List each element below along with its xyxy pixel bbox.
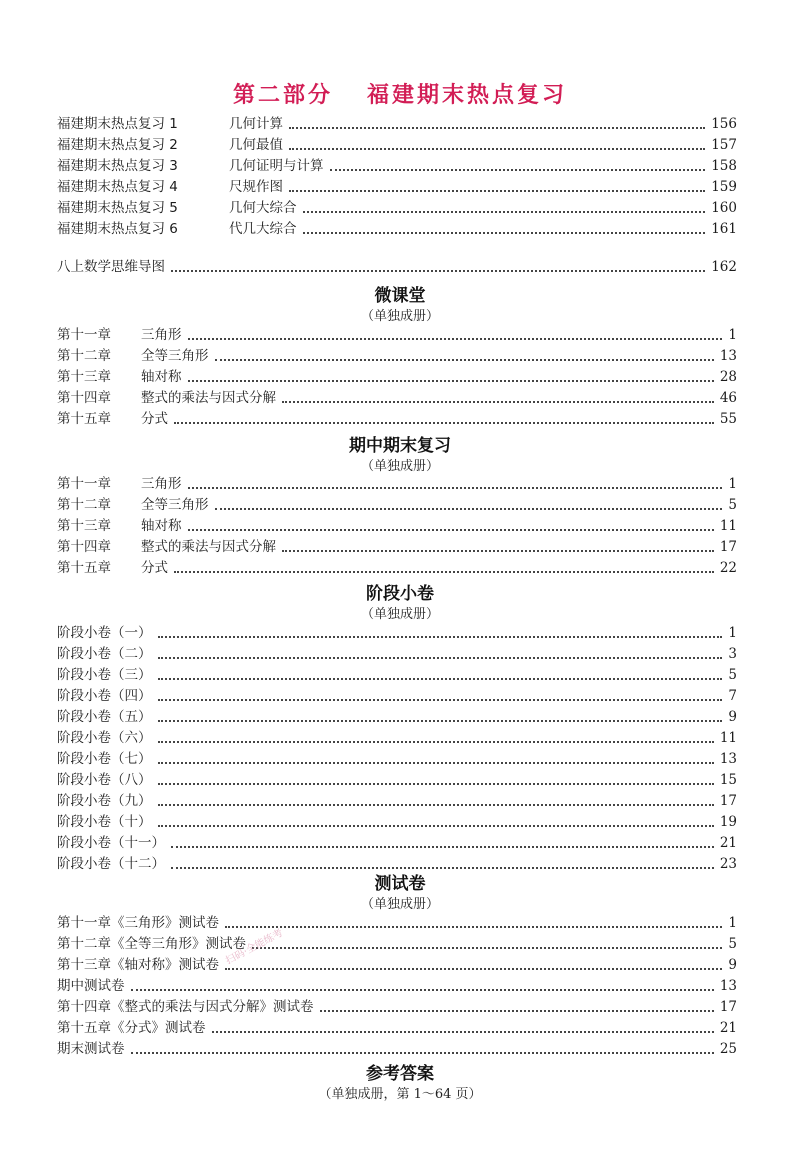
dot-leader xyxy=(171,270,705,272)
section-title-stage-quiz: 阶段小卷 xyxy=(366,584,434,604)
entry-topic: 全等三角形 xyxy=(141,348,209,364)
entry-topic: 几何大综合 xyxy=(229,200,297,216)
entry-series: 福建期末热点复习 2 xyxy=(57,137,178,153)
page-number: 17 xyxy=(719,539,737,555)
entry-series: 福建期末热点复习 5 xyxy=(57,200,178,216)
toc-entry[interactable] xyxy=(57,975,737,996)
toc-entry[interactable] xyxy=(57,155,737,176)
toc-entry[interactable] xyxy=(57,176,737,197)
entry-label: 阶段小卷（一） xyxy=(57,625,152,641)
toc-entry[interactable] xyxy=(57,197,737,218)
entry-chapter: 第十四章 xyxy=(57,539,111,555)
toc-entry[interactable] xyxy=(57,1038,737,1059)
dot-leader xyxy=(158,699,723,701)
section-subtitle: （单独成册） xyxy=(360,607,439,622)
entry-label: 阶段小卷（六） xyxy=(57,730,152,746)
page-number: 23 xyxy=(719,856,737,872)
toc-entry[interactable] xyxy=(57,473,737,494)
entry-chapter: 第十五章 xyxy=(57,411,111,427)
entry-label: 阶段小卷（九） xyxy=(57,793,152,809)
entry-topic: 整式的乘法与因式分解 xyxy=(141,390,276,406)
section-subtitle: （单独成册，第 1～64 页） xyxy=(318,1087,482,1102)
dot-leader xyxy=(158,720,723,722)
dot-leader xyxy=(188,487,723,489)
dot-leader xyxy=(171,846,714,848)
page-number: 1 xyxy=(728,915,737,931)
page-number: 159 xyxy=(711,179,737,195)
dot-leader xyxy=(282,401,714,403)
entry-label: 阶段小卷（四） xyxy=(57,688,152,704)
page-number: 162 xyxy=(711,259,737,275)
toc-entry[interactable] xyxy=(57,345,737,366)
page-number: 9 xyxy=(728,957,737,973)
page-number: 19 xyxy=(719,814,737,830)
toc-entry[interactable] xyxy=(57,218,737,239)
entry-topic: 几何计算 xyxy=(229,116,283,132)
toc-entry[interactable] xyxy=(57,494,737,515)
toc-entry[interactable] xyxy=(57,515,737,536)
toc-entry[interactable] xyxy=(57,134,737,155)
toc-entry[interactable] xyxy=(57,706,737,727)
dot-leader xyxy=(158,825,714,827)
entry-chapter: 第十一章 xyxy=(57,327,111,343)
page-number: 3 xyxy=(728,646,737,662)
toc-entry[interactable] xyxy=(57,748,737,769)
toc-entry[interactable] xyxy=(57,622,737,643)
toc-entry[interactable] xyxy=(57,664,737,685)
toc-entry[interactable] xyxy=(57,113,737,134)
entry-label: 期末测试卷 xyxy=(57,1041,125,1057)
page-number: 55 xyxy=(719,411,737,427)
toc-entry[interactable] xyxy=(57,790,737,811)
dot-leader xyxy=(174,571,714,573)
dot-leader xyxy=(212,1031,714,1033)
page-number: 22 xyxy=(719,560,737,576)
entry-chapter: 第十一章 xyxy=(57,476,111,492)
entry-topic: 分式 xyxy=(141,411,168,427)
entry-label: 八上数学思维导图 xyxy=(57,259,165,275)
page-number: 28 xyxy=(719,369,737,385)
section-title-answers: 参考答案 xyxy=(366,1064,434,1084)
page-number: 11 xyxy=(719,730,737,746)
page-number: 9 xyxy=(728,709,737,725)
entry-label: 第十一章《三角形》测试卷 xyxy=(57,915,219,931)
page-number: 13 xyxy=(719,348,737,364)
toc-entry[interactable] xyxy=(57,557,737,578)
page-number: 5 xyxy=(728,497,737,513)
dot-leader xyxy=(289,190,705,192)
entry-label: 第十二章《全等三角形》测试卷 xyxy=(57,936,246,952)
entry-label: 阶段小卷（五） xyxy=(57,709,152,725)
toc-entry[interactable] xyxy=(57,996,737,1017)
dot-leader xyxy=(282,550,714,552)
toc-entry[interactable] xyxy=(57,912,737,933)
dot-leader xyxy=(303,232,706,234)
page-number: 160 xyxy=(711,200,737,216)
dot-leader xyxy=(289,148,705,150)
entry-series: 福建期末热点复习 1 xyxy=(57,116,178,132)
page-number: 5 xyxy=(728,667,737,683)
toc-entry[interactable] xyxy=(57,811,737,832)
entry-label: 阶段小卷（八） xyxy=(57,772,152,788)
toc-entry[interactable] xyxy=(57,954,737,975)
dot-leader xyxy=(225,926,722,928)
dot-leader xyxy=(225,968,722,970)
section-title-midterm-final: 期中期末复习 xyxy=(349,436,451,456)
toc-entry[interactable] xyxy=(57,933,737,954)
entry-label: 第十四章《整式的乘法与因式分解》测试卷 xyxy=(57,999,314,1015)
page-number: 46 xyxy=(719,390,737,406)
page-number: 1 xyxy=(728,327,737,343)
entry-series: 福建期末热点复习 3 xyxy=(57,158,178,174)
page-number: 5 xyxy=(728,936,737,952)
page-number: 17 xyxy=(719,999,737,1015)
toc-entry[interactable] xyxy=(57,685,737,706)
page-number: 161 xyxy=(711,221,737,237)
entry-topic: 几何最值 xyxy=(229,137,283,153)
toc-entry[interactable] xyxy=(57,769,737,790)
entry-topic: 尺规作图 xyxy=(229,179,283,195)
entry-topic: 三角形 xyxy=(141,476,182,492)
entry-topic: 几何证明与计算 xyxy=(229,158,324,174)
page-number: 13 xyxy=(719,978,737,994)
toc-entry-mind-map[interactable] xyxy=(57,256,737,277)
entry-label: 阶段小卷（二） xyxy=(57,646,152,662)
page-number: 15 xyxy=(719,772,737,788)
dot-leader xyxy=(158,783,714,785)
page-number: 156 xyxy=(711,116,737,132)
dot-leader xyxy=(188,529,714,531)
dot-leader xyxy=(158,741,714,743)
entry-chapter: 第十五章 xyxy=(57,560,111,576)
entry-label: 阶段小卷（十一） xyxy=(57,835,165,851)
section-title-micro-class: 微课堂 xyxy=(374,286,426,306)
entry-topic: 轴对称 xyxy=(141,369,182,385)
part-name: 福建期末热点复习 xyxy=(367,82,568,108)
dot-leader xyxy=(252,947,722,949)
entry-topic: 轴对称 xyxy=(141,518,182,534)
entry-label: 阶段小卷（十二） xyxy=(57,856,165,872)
entry-series: 福建期末热点复习 4 xyxy=(57,179,178,195)
dot-leader xyxy=(158,804,714,806)
page-number: 13 xyxy=(719,751,737,767)
part-number: 第二部分 xyxy=(232,82,333,108)
toc-entry[interactable] xyxy=(57,536,737,557)
dot-leader xyxy=(188,380,714,382)
toc-entry[interactable] xyxy=(57,727,737,748)
entry-topic: 分式 xyxy=(141,560,168,576)
dot-leader xyxy=(215,359,714,361)
entry-chapter: 第十三章 xyxy=(57,369,111,385)
page-number: 1 xyxy=(728,476,737,492)
page-number: 7 xyxy=(728,688,737,704)
page-number: 17 xyxy=(719,793,737,809)
dot-leader xyxy=(158,678,723,680)
entry-label: 阶段小卷（十） xyxy=(57,814,152,830)
entry-topic: 代几大综合 xyxy=(229,221,297,237)
page-number: 11 xyxy=(719,518,737,534)
page-number: 157 xyxy=(711,137,737,153)
page-number: 21 xyxy=(719,835,737,851)
entry-topic: 三角形 xyxy=(141,327,182,343)
entry-label: 阶段小卷（三） xyxy=(57,667,152,683)
page-number: 1 xyxy=(728,625,737,641)
page-number: 25 xyxy=(719,1041,737,1057)
watermark: 扫码·全能练考 xyxy=(224,927,286,967)
dot-leader xyxy=(188,338,723,340)
dot-leader xyxy=(131,989,714,991)
dot-leader xyxy=(131,1052,714,1054)
dot-leader xyxy=(303,211,706,213)
page-number: 21 xyxy=(719,1020,737,1036)
entry-label: 第十五章《分式》测试卷 xyxy=(57,1020,206,1036)
entry-chapter: 第十二章 xyxy=(57,497,111,513)
toc-entry[interactable] xyxy=(57,387,737,408)
section-subtitle: （单独成册） xyxy=(360,897,439,912)
part-title xyxy=(0,78,800,109)
dot-leader xyxy=(215,508,723,510)
entry-chapter: 第十三章 xyxy=(57,518,111,534)
entry-chapter: 第十二章 xyxy=(57,348,111,364)
entry-label: 期中测试卷 xyxy=(57,978,125,994)
entry-chapter: 第十四章 xyxy=(57,390,111,406)
toc-entry[interactable] xyxy=(57,832,737,853)
toc-entry[interactable] xyxy=(57,408,737,429)
toc-entry[interactable] xyxy=(57,366,737,387)
page-number: 158 xyxy=(711,158,737,174)
dot-leader xyxy=(158,657,723,659)
entry-label: 第十三章《轴对称》测试卷 xyxy=(57,957,219,973)
section-subtitle: （单独成册） xyxy=(360,459,439,474)
dot-leader xyxy=(174,422,714,424)
dot-leader xyxy=(158,636,723,638)
dot-leader xyxy=(330,169,706,171)
toc-entry[interactable] xyxy=(57,324,737,345)
entry-series: 福建期末热点复习 6 xyxy=(57,221,178,237)
section-title-tests: 测试卷 xyxy=(374,874,426,894)
dot-leader xyxy=(320,1010,714,1012)
toc-entry[interactable] xyxy=(57,643,737,664)
section-subtitle: （单独成册） xyxy=(360,309,439,324)
toc-entry[interactable] xyxy=(57,1017,737,1038)
entry-topic: 整式的乘法与因式分解 xyxy=(141,539,276,555)
dot-leader xyxy=(158,762,714,764)
entry-label: 阶段小卷（七） xyxy=(57,751,152,767)
entry-topic: 全等三角形 xyxy=(141,497,209,513)
dot-leader xyxy=(289,127,705,129)
